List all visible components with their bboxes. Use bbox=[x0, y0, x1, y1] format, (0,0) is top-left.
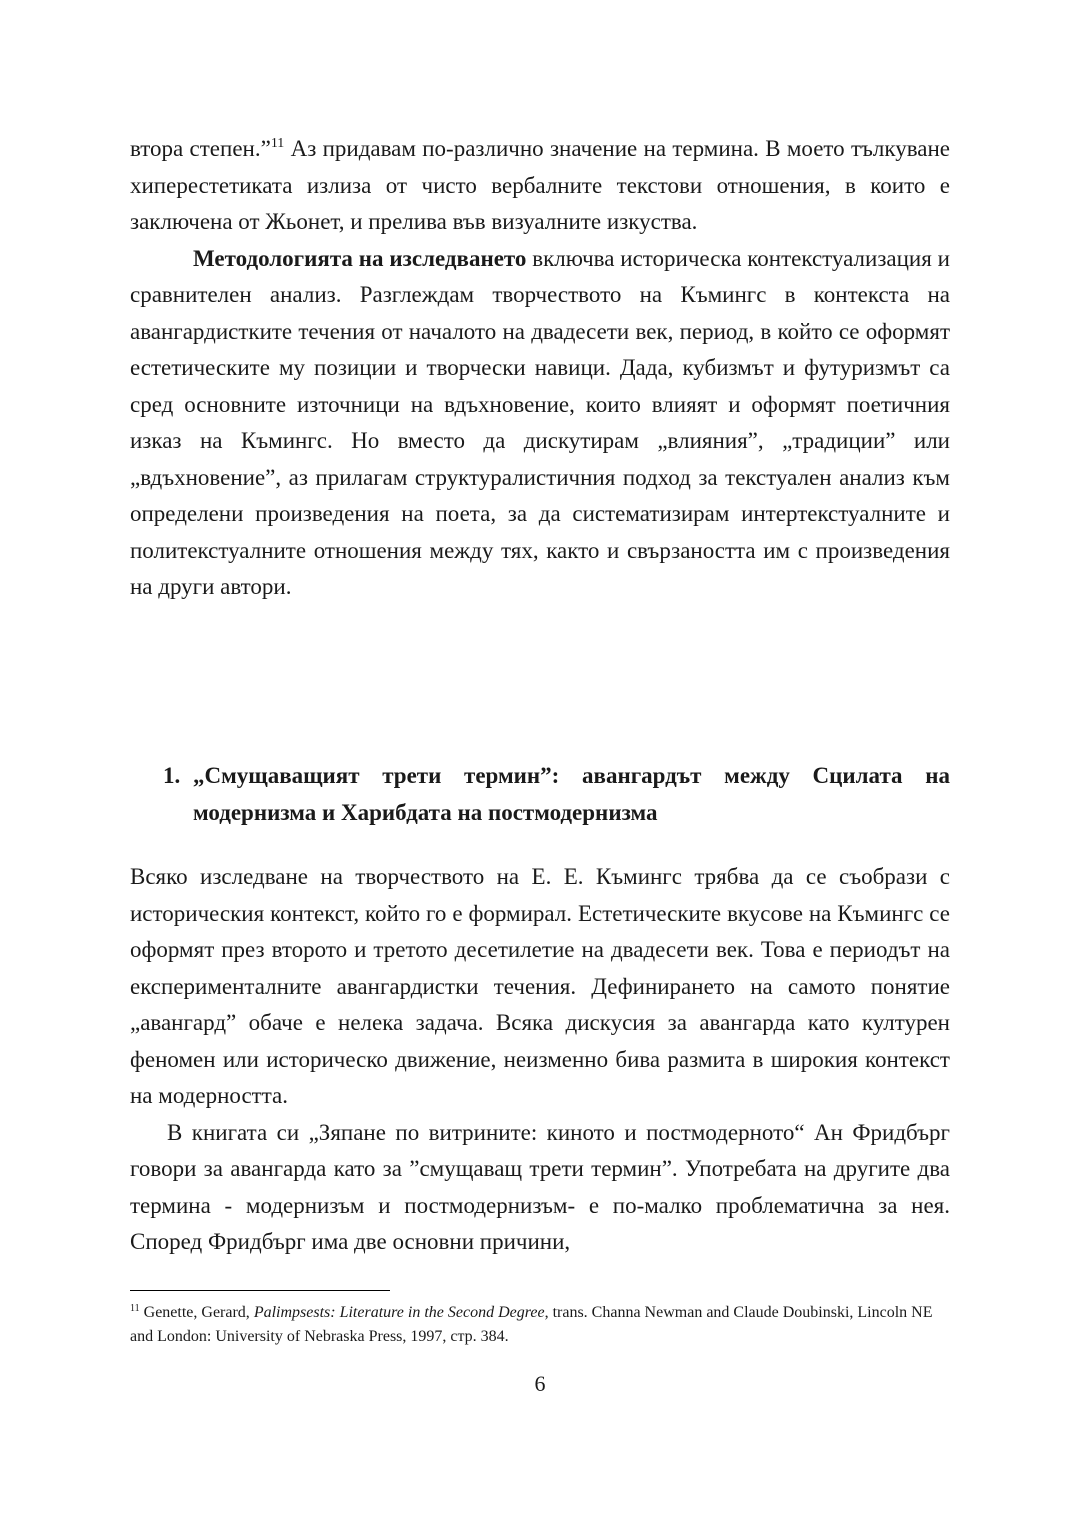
paragraph-friedberg: В книгата си „Зяпане по витрините: киното и постмодерното“ Ан Фридбърг говори за авангарда като за ”смущаващ трети термин”. Употребата на другите два термина - модернизъм и постмодернизъм- е по-малко проблематична за нея. Според Фридбърг има две основни причини, bbox=[130, 1119, 950, 1254]
page-number: 6 bbox=[534, 1371, 546, 1396]
main-text-block bbox=[130, 131, 950, 606]
paragraph-continuation-start: втора степен.” bbox=[130, 136, 271, 161]
methodology-bold-term: Методологията на изследването bbox=[193, 245, 527, 271]
footnote-separator bbox=[130, 1290, 390, 1291]
footnote bbox=[130, 1301, 950, 1349]
footnote-author: Genette, Gerard, bbox=[139, 1304, 254, 1321]
footnote-title: Palimpsests: Literature in the Second Degree bbox=[253, 1304, 545, 1321]
section-heading-text: „Смущаващият трети термин”: авангардът между Сцилата на модернизма и Харибдата на постмодернизма bbox=[193, 763, 950, 825]
section-heading-number: 1. bbox=[163, 763, 181, 788]
footnote-marker: 11 bbox=[130, 1303, 140, 1314]
methodology-text: включва историческа контекстуализация и сравнителен анализ. Разглеждам творчеството на Къмингс в контекста на авангардистките течения от началото на двадесети век, период, в който се оформят естетическите му позиции и творчески навици. Дада, кубизмът и футуризмът са сред основните източници на вдъхновение, които влияят и оформят поетичния изказ на Къмингс. Но вместо да дискутирам „влияния”, „традиции” или „вдъхновение”, аз прилагам структуралистичния подход за текстуален анализ към определени произведения на поета, за да систематизирам интертекстуалните и политекстуалните отношения между тях, както и свързаността им с произведения на други автори. bbox=[130, 245, 950, 599]
section-text-block bbox=[130, 859, 950, 1261]
paragraph-methodology bbox=[130, 241, 950, 606]
paragraph-intro: Всяко изследване на творчеството на Е. Е. Къмингс трябва да се съобрази с историческия контекст, който го е формирал. Естетическите вкусове на Къмингс се оформят през второто и третото десетилетие на двадесети век. Това е периодът на експерименталните авангардистки течения. Дефинирането на самото понятие „авангард” обаче е нелека задача. Всяка дискусия за авангарда като културен феномен или историческо движение, неизменно бива размита в широкия контекст на модерността. bbox=[130, 864, 950, 1108]
paragraph-continuation bbox=[130, 131, 950, 241]
footnote-details: , trans. Channa Newman and Claude Doubinski, Lincoln NE and London: University of Nebraska Press, 1997, стр. 384. bbox=[130, 1304, 933, 1345]
section-heading bbox=[163, 757, 950, 831]
footnote-reference[interactable]: 11 bbox=[270, 136, 285, 151]
paragraph-continuation-rest: Аз придавам по-различно значение на термина. В моето тълкуване хиперестетиката излиза от чисто вербалните текстови отношения, в които е заключена от Жьонет, и прелива във визуалните изкуства. bbox=[130, 136, 951, 234]
